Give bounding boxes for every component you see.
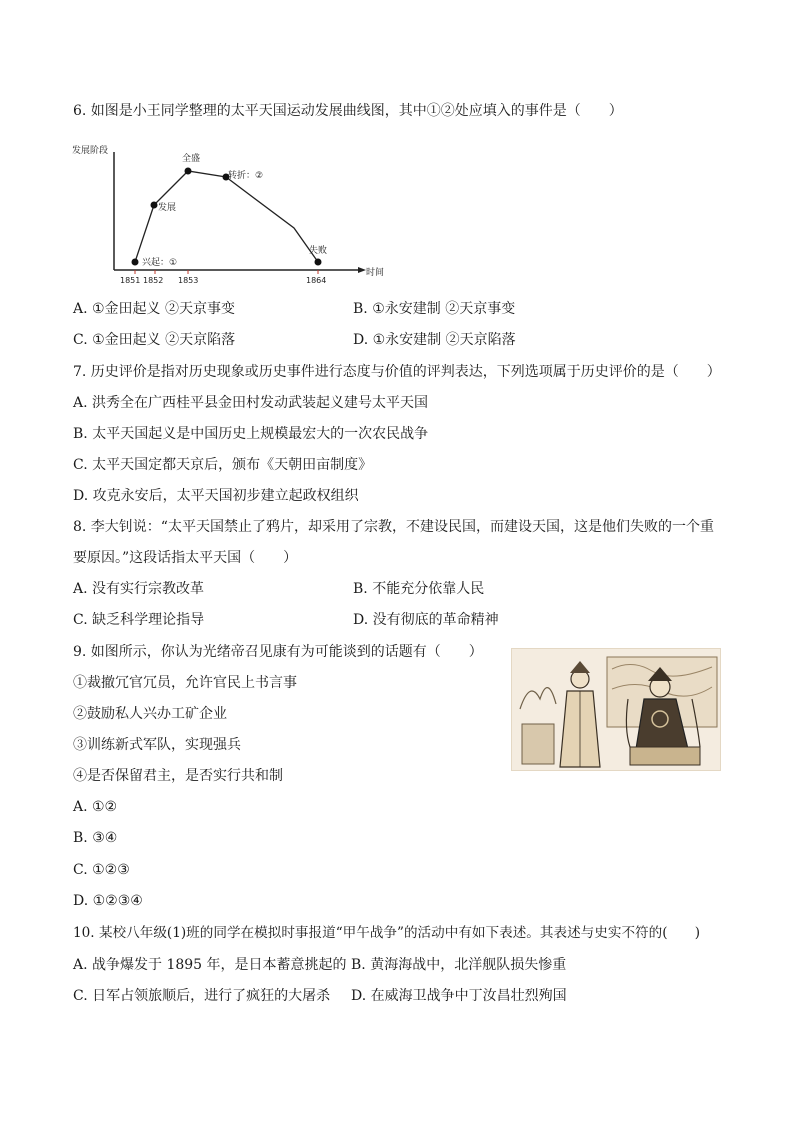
point-develop — [151, 202, 158, 209]
q8-stem-line2: 要原因。”这段话指太平天国（ ） — [73, 550, 298, 566]
x-tick-label: 1851 — [120, 276, 141, 285]
point-fail — [315, 259, 322, 266]
x-tick-label: 1852 — [143, 276, 164, 285]
q7-option-a: A. 洪秀全在广西桂平县金田村发动武装起义建号太平天国 — [73, 395, 429, 411]
x-tick-label: 1864 — [306, 276, 327, 285]
q8-option-c: C. 缺乏科学理论指导 — [73, 612, 205, 628]
figure-hat — [570, 661, 590, 673]
q6-option-d: D. ①永安建制 ②天京陷落 — [353, 332, 516, 348]
q8-option-b: B. 不能充分依靠人民 — [353, 581, 485, 597]
q9-option-c: C. ①②③ — [73, 862, 130, 878]
q9-option-a: A. ①② — [73, 799, 118, 815]
vase-stand — [522, 724, 554, 764]
point-label: 转折：② — [228, 171, 264, 181]
q10-stem: 10. 某校八年级(1)班的同学在模拟时事报道“甲午战争”的活动中有如下表述。其表述与史实不符的( ) — [73, 925, 701, 941]
q9-item-3: ③训练新式军队，实现强兵 — [73, 737, 241, 753]
q6-option-c: C. ①金田起义 ②天京陷落 — [73, 332, 236, 348]
chart-ylabel: 发展阶段 — [72, 146, 109, 156]
x-tick-label: 1853 — [178, 276, 199, 285]
q9-item-4: ④是否保留君主，是否实行共和制 — [73, 768, 283, 784]
throne-base — [630, 747, 700, 765]
q9-item-2: ②鼓励私人兴办工矿企业 — [73, 706, 227, 722]
q10-option-d: D. 在威海卫战争中丁汝昌壮烈殉国 — [351, 988, 567, 1004]
q7-stem: 7. 历史评价是指对历史现象或历史事件进行态度与价值的评判表达，下列选项属于历史评价的是（ ） — [73, 364, 721, 380]
point-peak — [185, 168, 192, 175]
q9-option-d: D. ①②③④ — [73, 893, 143, 909]
point-label: 兴起：① — [142, 258, 178, 268]
q8-option-d: D. 没有彻底的革命精神 — [353, 612, 499, 628]
development-curve — [135, 171, 318, 262]
q6-development-chart — [68, 140, 385, 290]
q6-option-b: B. ①永安建制 ②天京事变 — [353, 301, 516, 317]
point-label: 全盛 — [182, 154, 201, 164]
emperor-meeting-illustration — [511, 648, 721, 771]
q8-option-a: A. 没有实行宗教改革 — [73, 581, 205, 597]
point-label: 失败 — [309, 246, 328, 256]
q9-stem: 9. 如图所示，你认为光绪帝召见康有为可能谈到的话题有（ ） — [73, 644, 483, 660]
plant — [520, 688, 556, 709]
x-axis-arrow — [358, 267, 366, 273]
chart-xlabel: 时间 — [366, 268, 385, 278]
q8-stem-line1: 8. 李大钊说：“太平天国禁止了鸦片，却采用了宗教，不建设民国，而建设天国，这是他们失败的一个重 — [73, 519, 714, 535]
q9-option-b: B. ③④ — [73, 830, 118, 846]
q7-option-d: D. 攻克永安后，太平天国初步建立起政权组织 — [73, 488, 359, 504]
q7-option-c: C. 太平天国定都天京后，颁布《天朝田亩制度》 — [73, 457, 373, 473]
q7-option-b: B. 太平天国起义是中国历史上规模最宏大的一次农民战争 — [73, 426, 429, 442]
q6-option-a: A. ①金田起义 ②天京事变 — [73, 301, 236, 317]
q10-option-b: B. 黄海海战中，北洋舰队损失惨重 — [351, 957, 567, 973]
q9-item-1: ①裁撤冗官冗员，允许官民上书言事 — [73, 675, 297, 691]
point-rise — [132, 259, 139, 266]
q6-stem: 6. 如图是小王同学整理的太平天国运动发展曲线图，其中①②处应填入的事件是（ ） — [73, 103, 623, 119]
illustration-drawing — [512, 649, 720, 770]
q10-option-c: C. 日军占领旅顺后，进行了疯狂的大屠杀 — [73, 988, 331, 1004]
q10-option-a: A. 战争爆发于 1895 年，是日本蓄意挑起的 — [73, 957, 347, 973]
point-label: 发展 — [158, 203, 177, 213]
